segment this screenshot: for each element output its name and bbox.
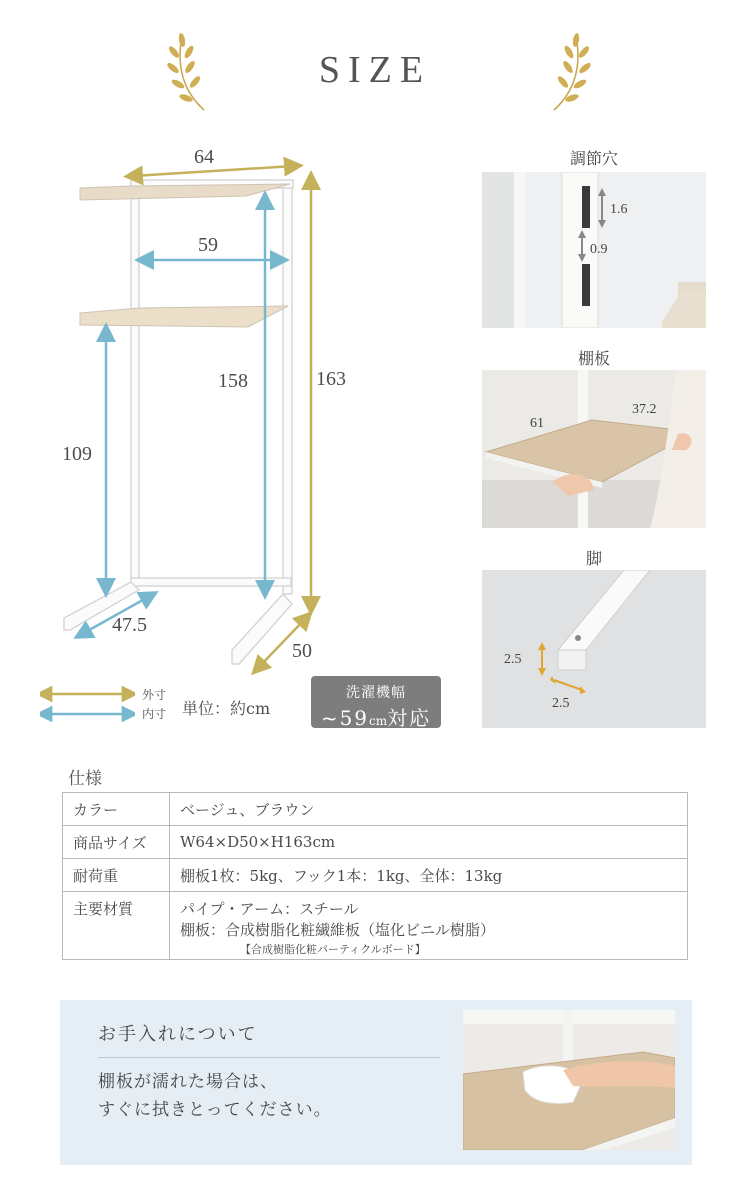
leg-height-label: 2.5 xyxy=(504,652,522,667)
legend-outer: 外寸 xyxy=(142,688,167,702)
legend-inner: 内寸 xyxy=(142,707,167,721)
depth-label: 50 xyxy=(292,640,312,662)
shelf-width-label: 61 xyxy=(530,416,544,431)
spec-table xyxy=(62,792,688,960)
material-note: 【合成樹脂化粧パーティクルボード】 xyxy=(240,943,426,956)
clearance-label: 109 xyxy=(62,443,92,465)
spec-value: 棚板1枚：5kg、フック1本：1kg、全体：13kg xyxy=(170,859,688,892)
hole-gap1-label: 1.6 xyxy=(610,202,628,217)
rack-diagram xyxy=(0,0,470,700)
spec-key: 商品サイズ xyxy=(63,826,170,859)
width-outer-label: 64 xyxy=(194,146,214,168)
page-title: SIZE xyxy=(318,49,432,91)
shelf-depth-label: 37.2 xyxy=(632,402,657,417)
washer-width-badge xyxy=(311,676,441,728)
care-line2: すぐに拭きとってください。 xyxy=(98,1100,332,1120)
adjust-holes-title: 調節穴 xyxy=(569,149,618,168)
spec-value xyxy=(170,892,688,960)
spec-value: W64×D50×H163cm xyxy=(170,826,688,859)
spec-heading: 仕様 xyxy=(68,769,102,789)
table-row xyxy=(63,826,688,859)
spec-key: 耐荷重 xyxy=(63,859,170,892)
table-row xyxy=(63,892,688,960)
laurel-right-icon xyxy=(540,32,594,112)
shelf-photo xyxy=(482,370,706,528)
material-line2: 棚板：合成樹脂化粧繊維板（塩化ビニル樹脂） xyxy=(180,921,496,939)
height-inner-label: 158 xyxy=(218,370,248,392)
spec-key: カラー xyxy=(63,793,170,826)
care-photo xyxy=(463,1010,675,1150)
spec-key: 主要材質 xyxy=(63,892,170,960)
shelf-title: 棚板 xyxy=(577,349,610,368)
care-title: お手入れについて xyxy=(98,1024,258,1045)
material-line1: パイプ・アーム：スチール xyxy=(180,900,359,918)
table-row xyxy=(63,859,688,892)
care-line1: 棚板が濡れた場合は、 xyxy=(98,1072,278,1092)
washer-badge-line1: 洗濯機幅 xyxy=(346,685,406,701)
legend-arrows xyxy=(40,686,135,722)
care-text xyxy=(98,1068,332,1124)
washer-badge-line2: ~59cm対応 xyxy=(320,706,432,730)
width-inner-label: 59 xyxy=(198,234,218,256)
leg-width-label: 2.5 xyxy=(552,696,570,711)
leg-photo xyxy=(482,570,706,728)
unit-label: 単位：約cm xyxy=(182,699,271,718)
foot-depth-label: 47.5 xyxy=(112,614,147,636)
table-row xyxy=(63,793,688,826)
care-divider xyxy=(98,1057,440,1058)
height-outer-label: 163 xyxy=(316,368,346,390)
hole-gap2-label: 0.9 xyxy=(590,242,608,257)
spec-value: ベージュ、ブラウン xyxy=(170,793,688,826)
leg-title: 脚 xyxy=(585,549,602,568)
